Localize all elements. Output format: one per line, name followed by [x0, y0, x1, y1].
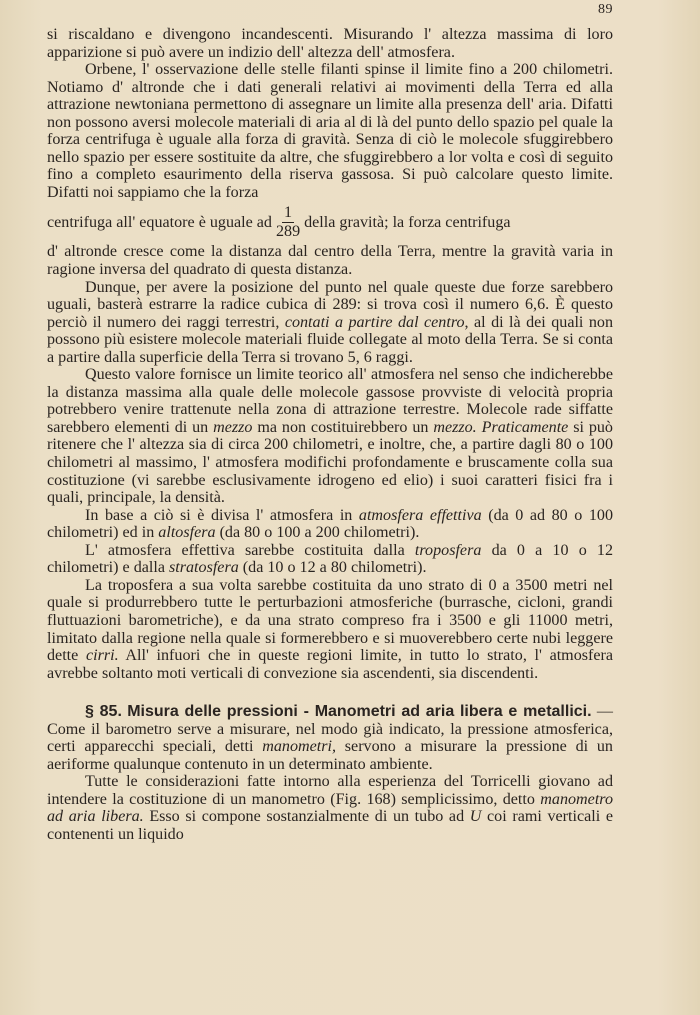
section-title: Misura delle pressioni - Manometri ad aria libera e metallici.: [127, 703, 592, 721]
paragraph: L' atmosfera effettiva sarebbe costituita dalla troposfera da 0 a 10 o 12 chilometri) e dalla stratosfera (da 10 o 12 a 80 chilometri).: [47, 541, 613, 577]
paragraph: Dunque, per avere la posizione del punto nel quale queste due forze sarebbero uguali, basterà estrarre la radice cubica di 289: si trova così il numero 6,6. È questo perciò il numero dei raggi terrestri, contati a partire dal centro, al di là dei quali non possono più esistere molecole materiali fluide collegate al moto della Terra. Se si conta a partire dalla superficie della Terra si trovano 5, 6 raggi.: [47, 278, 613, 366]
paragraph: Orbene, l' osservazione delle stelle filanti spinse il limite fino a 200 chilometri. Notiamo d' altronde che i dati generali relativi ai movimenti della Terra ed alla attrazione newtoniana permettono di assegnare un limite alla presenza dell' aria. Difatti non possono aversi molecole materiali di aria al di là del punto dello spazio pel quale la forza centrifuga è uguale alla forza di gravità. Senza di ciò le molecole sfuggirebbero nello spazio per essere sostituite da altre, che sfuggirebbero a lor volta e così di seguito fino a completo esaurimento della riserva gassosa. Si può calcolare questo limite. Difatti noi sappiamo che la forza: [47, 61, 613, 201]
fraction-numerator: 1: [284, 203, 293, 221]
paragraph: La troposfera a sua volta sarebbe costituita da uno strato di 0 a 3500 metri nel quale si produrrebbero tutte le perturbazioni atmosferiche (burrasche, cicloni, grandi fluttuazioni barometriche), e da una strato compreso fra i 3500 e gli 11000 metri, limitato dalla regione nella quale si formerebbero e si muoverebbero certe nubi leggere dette cirri. All' infuori che in queste regioni limite, in tutto lo strato, l' atmosfera avrebbe soltanto moti verticali di convezione sia ascendenti, sia discendenti.: [47, 576, 614, 682]
body-text: [47, 26, 613, 844]
paragraph: d' altronde cresce come la distanza dal centro della Terra, mentre la gravità varia in ragione inversa del quadrato di questa distanza.: [47, 243, 613, 279]
fraction-denominator: 289: [275, 222, 301, 240]
paragraph: Questo valore fornisce un limite teorico all' atmosfera nel senso che indicherebbe la distanza massima alla quale delle molecole gassose provviste di velocità propria potrebbero venire trattenute nella zona di attrazione terrestre. Molecole rade siffatte sarebbero elementi di un mezzo ma non costituirebbero un mezzo. Praticamente si può ritenere che l' altezza sia di circa 200 chilometri, e inoltre, che, a partire dagli 80 o 100 chilometri al massimo, l' atmosfera modifichi profondamente e bruscamente colla sua costituzione (vi sarebbe esclusivamente idrogeno ed elio) i suoi caratteri fisici fra i quali, principale, la densità.: [47, 366, 613, 507]
fraction-line: centrifuga all' equatore è uguale ad $\frac{1}{289}$ della gravità; la forza centrifuga: [47, 203, 511, 240]
section-number: § 85.: [85, 703, 122, 721]
section-paragraph: § 85. Misura delle pressioni - Manometri ad aria libera e metallici. — Come il barometro serve a misurare, nel modo già indicato, la pressione atmosferica, certi apparecchi speciali, detti manometri, servono a misurare la pressione di un aeriforme qualunque contenuto in un determinato ambiente.: [47, 703, 613, 773]
paragraph: In base a ciò si è divisa l' atmosfera in atmosfera effettiva (da 0 ad 80 o 100 chilometri) ed in altosfera (da 80 o 100 a 200 chilometri).: [47, 506, 614, 542]
fraction: [276, 204, 300, 241]
page-number: 89: [598, 2, 613, 17]
paragraph: si riscaldano e divengono incandescenti. Misurando l' altezza massima di loro apparizione si può avere un indizio dell' altezza dell' atmosfera.: [47, 26, 613, 61]
paragraph: Tutte le considerazioni fatte intorno alla esperienza del Torricelli giovano ad intendere la costituzione di un manometro (Fig. 168) semplicissimo, detto manometro ad aria libera. Esso si compone sostanzialmente di un tubo ad U coi rami verticali e contenenti un liquido: [47, 773, 614, 843]
